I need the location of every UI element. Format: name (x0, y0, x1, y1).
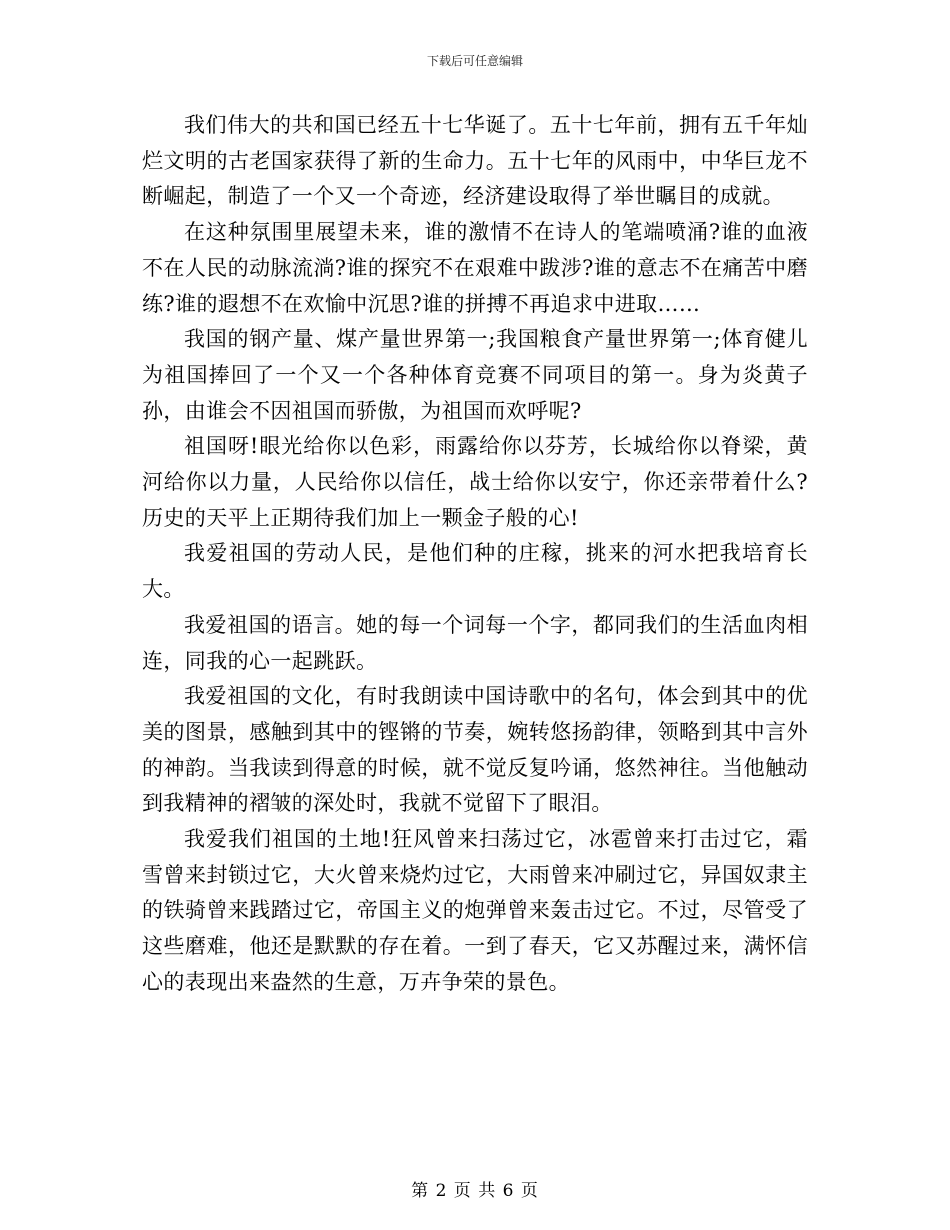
paragraph-6: 我爱祖国的语言。她的每一个词每一个字，都同我们的生活血肉相连，同我的心一起跳跃。 (142, 612, 808, 673)
paragraph-2: 在这种氛围里展望未来，谁的激情不在诗人的笔端喷涌?谁的血液不在人民的动脉流淌?谁的探究不在艰难中跋涉?谁的意志不在痛苦中磨练?谁的遐想不在欢愉中沉思?谁的拼搏不再追求中进取…… (142, 220, 808, 316)
paragraph-5: 我爱祖国的劳动人民，是他们种的庄稼，挑来的河水把我培育长大。 (142, 541, 808, 602)
paragraph-7: 我爱祖国的文化，有时我朗读中国诗歌中的名句，体会到其中的优美的图景，感触到其中的铿锵的节奏，婉转悠扬韵律，领略到其中言外的神韵。当我读到得意的时候，就不觉反复吟诵，悠然神往。当他触动到我精神的褶皱的深处时，我就不觉留下了眼泪。 (142, 684, 808, 816)
paragraph-4: 祖国呀!眼光给你以色彩，雨露给你以芬芳，长城给你以脊梁，黄河给你以力量，人民给你以信任，战士给你以安宁，你还亲带着什么?历史的天平上正期待我们加上一颗金子般的心! (142, 434, 808, 530)
paragraph-8: 我爱我们祖国的土地!狂风曾来扫荡过它，冰雹曾来打击过它，霜雪曾来封锁过它，大火曾来烧灼过它，大雨曾来冲刷过它，异国奴隶主的铁骑曾来践踏过它，帝国主义的炮弹曾来轰击过它。不过，尽管受了这些磨难，他还是默默的存在着。一到了春天，它又苏醒过来，满怀信心的表现出来盎然的生意，万卉争荣的景色。 (142, 827, 808, 994)
page-header: 下载后可任意编辑 (426, 54, 523, 68)
paragraph-1: 我们伟大的共和国已经五十七华诞了。五十七年前，拥有五千年灿烂文明的古老国家获得了新的生命力。五十七年的风雨中，中华巨龙不断崛起，制造了一个又一个奇迹，经济建设取得了举世瞩目的成就。 (142, 113, 808, 209)
paragraph-3: 我国的钢产量、煤产量世界第一;我国粮食产量世界第一;体育健儿为祖国捧回了一个又一个各种体育竞赛不同项目的第一。身为炎黄子孙，由谁会不因祖国而骄傲，为祖国而欢呼呢? (142, 327, 808, 423)
document-body (142, 108, 808, 1001)
page-number-footer: 第 2 页 共 6 页 (411, 1181, 539, 1201)
